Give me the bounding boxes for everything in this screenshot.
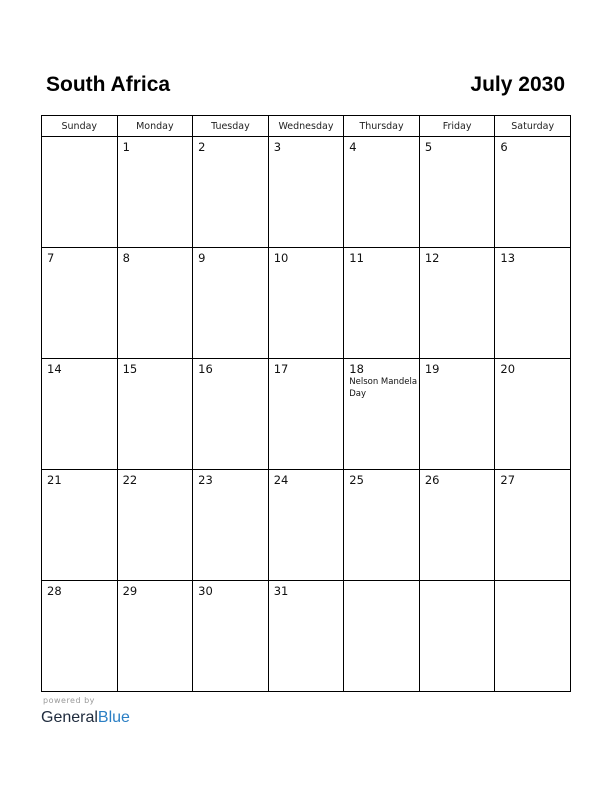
day-number: 20: [500, 362, 516, 376]
month-title: July 2030: [470, 73, 565, 96]
weekday-sunday: Sunday: [42, 116, 118, 137]
week-row: [42, 581, 571, 692]
day-cell: [193, 248, 269, 359]
week-row: [42, 359, 571, 470]
day-number: 6: [500, 140, 508, 154]
week-row: [42, 137, 571, 248]
day-number: 7: [47, 251, 55, 265]
day-number: [344, 581, 419, 584]
day-cell: [42, 359, 118, 470]
day-cell: [268, 137, 344, 248]
holiday-label: Nelson Mandela Day: [349, 377, 418, 399]
day-cell: [495, 581, 571, 692]
weekday-thursday: Thursday: [344, 116, 420, 137]
day-number: 10: [273, 251, 289, 265]
day-cell: [344, 248, 420, 359]
brand-part-general: General: [41, 709, 98, 726]
week-row: [42, 470, 571, 581]
day-cell: [42, 137, 118, 248]
day-number: 25: [349, 473, 364, 487]
day-number: 17: [273, 362, 289, 376]
day-number: 16: [198, 362, 213, 376]
day-number: 12: [424, 251, 440, 265]
day-number: 22: [122, 473, 138, 487]
day-number: [495, 581, 570, 584]
day-cell: [117, 359, 193, 470]
weekday-monday: Monday: [117, 116, 193, 137]
brand-part-blue: Blue: [97, 709, 130, 726]
day-number: 31: [273, 584, 289, 598]
weekday-friday: Friday: [419, 116, 495, 137]
day-cell: [419, 470, 495, 581]
day-number: 27: [500, 473, 516, 487]
day-cell: [419, 248, 495, 359]
day-number: 5: [424, 140, 433, 154]
week-row: [42, 248, 571, 359]
day-cell: [495, 359, 571, 470]
day-cell: [495, 137, 571, 248]
day-number: [420, 581, 495, 584]
day-number: 11: [349, 251, 364, 265]
day-cell: [268, 581, 344, 692]
day-cell: [117, 581, 193, 692]
weekday-header-row: [42, 116, 571, 137]
day-cell: [344, 581, 420, 692]
day-cell: [117, 137, 193, 248]
day-number: 28: [47, 584, 62, 598]
day-number: 18: [349, 362, 364, 376]
day-number: 8: [122, 251, 130, 265]
powered-by-label: powered by: [43, 696, 95, 705]
day-number: 2: [198, 140, 206, 154]
day-number: 13: [500, 251, 516, 265]
day-cell: [193, 137, 269, 248]
day-number: 14: [47, 362, 62, 376]
country-title: South Africa: [46, 73, 171, 96]
weekday-wednesday: Wednesday: [268, 116, 344, 137]
day-number: 19: [424, 362, 440, 376]
day-cell: [344, 470, 420, 581]
day-number: 1: [122, 140, 130, 154]
day-number: 29: [122, 584, 138, 598]
day-cell: [193, 470, 269, 581]
day-number: 4: [349, 140, 357, 154]
day-cell: [344, 359, 420, 470]
day-cell: [419, 137, 495, 248]
day-cell: [495, 248, 571, 359]
footer-branding: [41, 696, 130, 728]
day-number: 21: [47, 473, 62, 487]
day-cell: [42, 248, 118, 359]
day-cell: [419, 581, 495, 692]
day-cell: [268, 248, 344, 359]
day-number: 9: [198, 251, 206, 265]
day-cell: [42, 581, 118, 692]
calendar-grid: [41, 115, 571, 692]
day-cell: [344, 137, 420, 248]
day-cell: [419, 359, 495, 470]
day-number: 24: [273, 473, 289, 487]
day-cell: [495, 470, 571, 581]
day-cell: [268, 359, 344, 470]
weekday-tuesday: Tuesday: [193, 116, 269, 137]
day-cell: [268, 470, 344, 581]
day-number: 3: [273, 140, 282, 154]
calendar-header: [41, 68, 571, 102]
day-number: 15: [122, 362, 138, 376]
day-cell: [42, 470, 118, 581]
day-cell: [117, 248, 193, 359]
day-number: 26: [424, 473, 440, 487]
day-cell: [193, 581, 269, 692]
day-number: 30: [198, 584, 213, 598]
day-number: 23: [198, 473, 213, 487]
generalblue-logo: [41, 708, 130, 728]
weekday-saturday: Saturday: [495, 116, 571, 137]
day-number: [42, 137, 117, 140]
day-cell: [117, 470, 193, 581]
day-cell: [193, 359, 269, 470]
